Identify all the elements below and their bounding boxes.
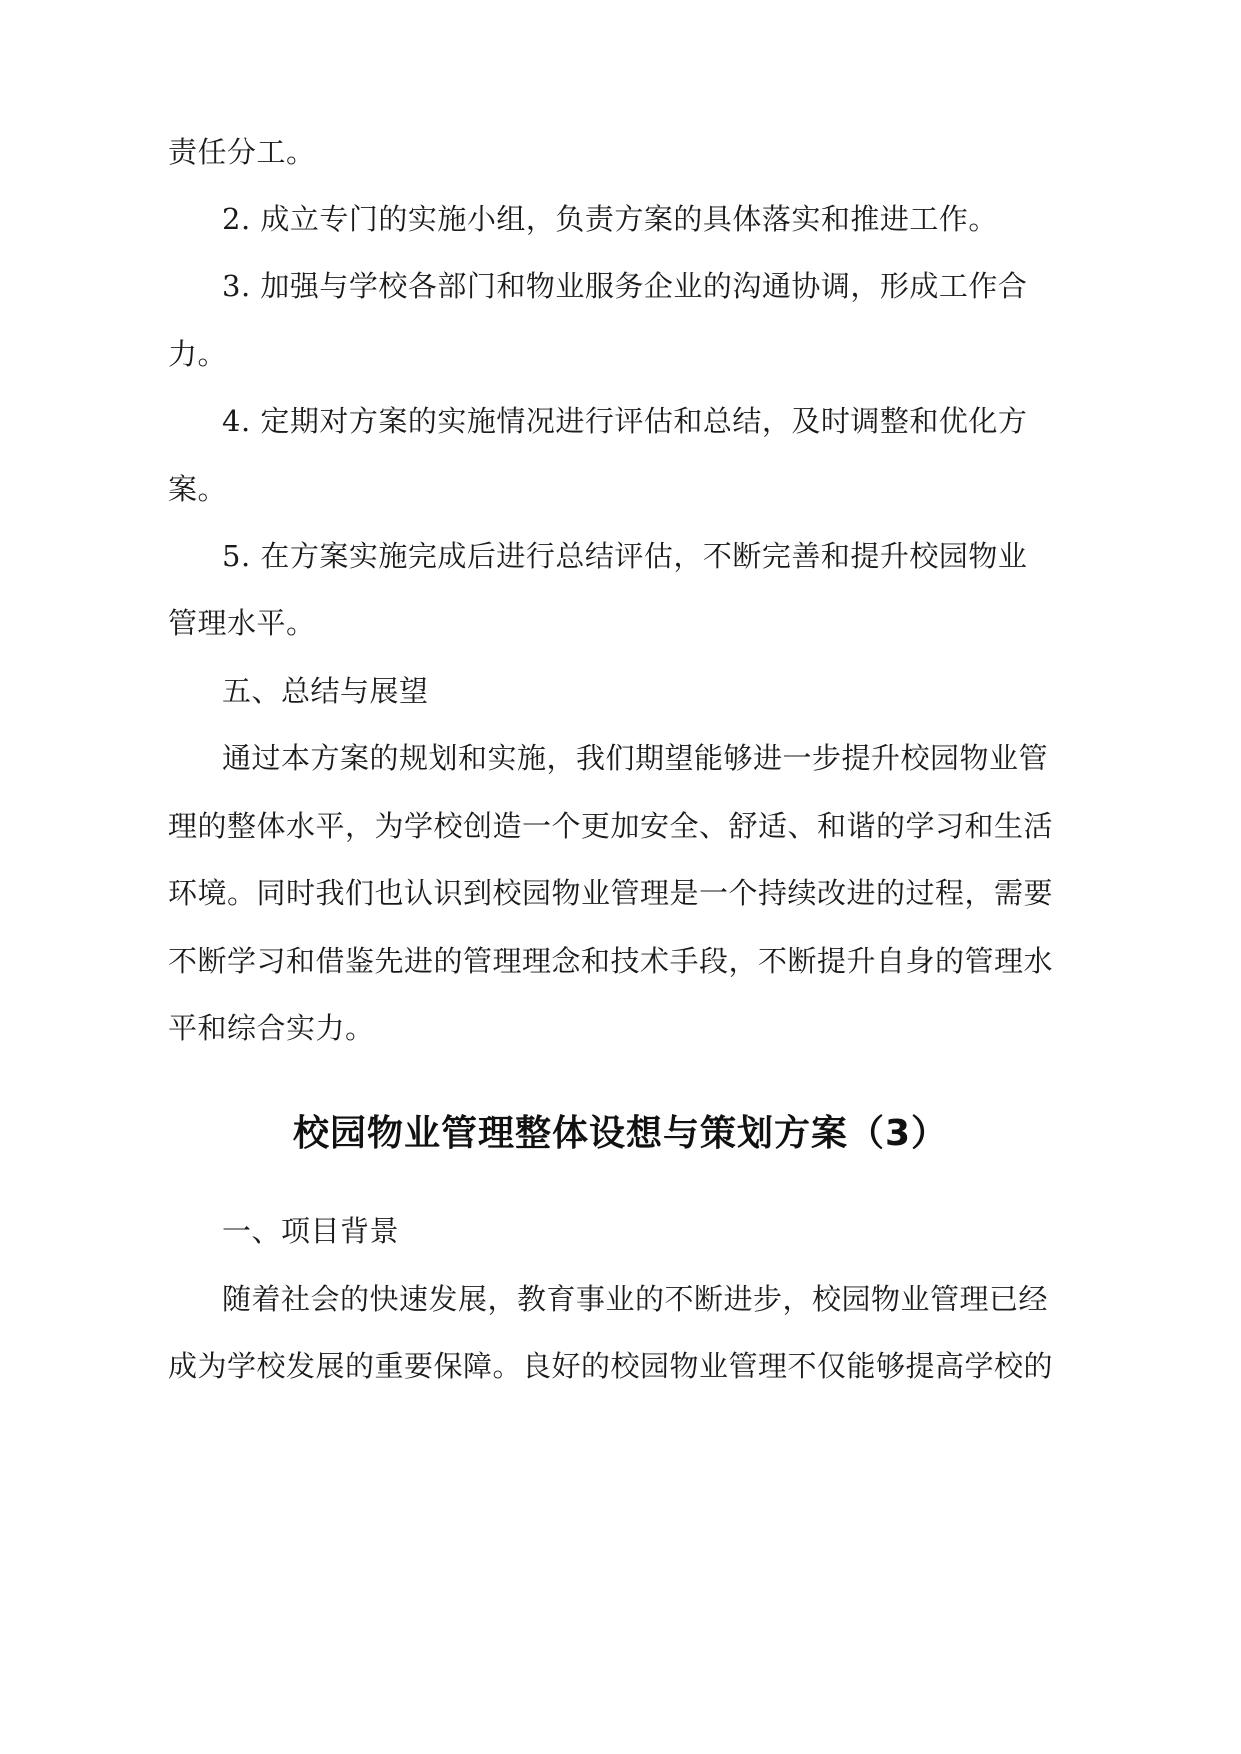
page-title: 校园物业管理整体设想与策划方案（3）: [292, 1113, 949, 1154]
list-item-2: 2. 成立专门的实施小组，负责方案的具体落实和推进工作。: [222, 202, 998, 236]
paragraph-line: 力。: [168, 337, 228, 371]
paragraph-line: 环境。同时我们也认识到校园物业管理是一个持续改进的过程，需要: [168, 876, 1054, 910]
paragraph-line: 管理水平。: [168, 606, 316, 640]
paragraph-line: 成为学校发展的重要保障。良好的校园物业管理不仅能够提高学校的: [168, 1349, 1054, 1383]
paragraph-line: 案。: [168, 472, 228, 506]
section-heading: 五、总结与展望: [222, 674, 429, 708]
paragraph-line: 理的整体水平，为学校创造一个更加安全、舒适、和谐的学习和生活: [168, 809, 1054, 843]
list-item-5: 5. 在方案实施完成后进行总结评估，不断完善和提升校园物业: [222, 539, 1028, 573]
paragraph-line: 不断学习和借鉴先进的管理理念和技术手段，不断提升自身的管理水: [168, 944, 1054, 978]
paragraph-line: 通过本方案的规划和实施，我们期望能够进一步提升校园物业管: [222, 741, 1049, 775]
paragraph-line: 平和综合实力。: [168, 1011, 375, 1045]
list-item-3: 3. 加强与学校各部门和物业服务企业的沟通协调，形成工作合: [222, 269, 1028, 303]
paragraph-line: 随着社会的快速发展，教育事业的不断进步，校园物业管理已经: [222, 1282, 1049, 1316]
section-heading: 一、项目背景: [222, 1214, 400, 1248]
paragraph-line: 责任分工。: [168, 135, 316, 169]
list-item-4: 4. 定期对方案的实施情况进行评估和总结，及时调整和优化方: [222, 404, 1028, 438]
